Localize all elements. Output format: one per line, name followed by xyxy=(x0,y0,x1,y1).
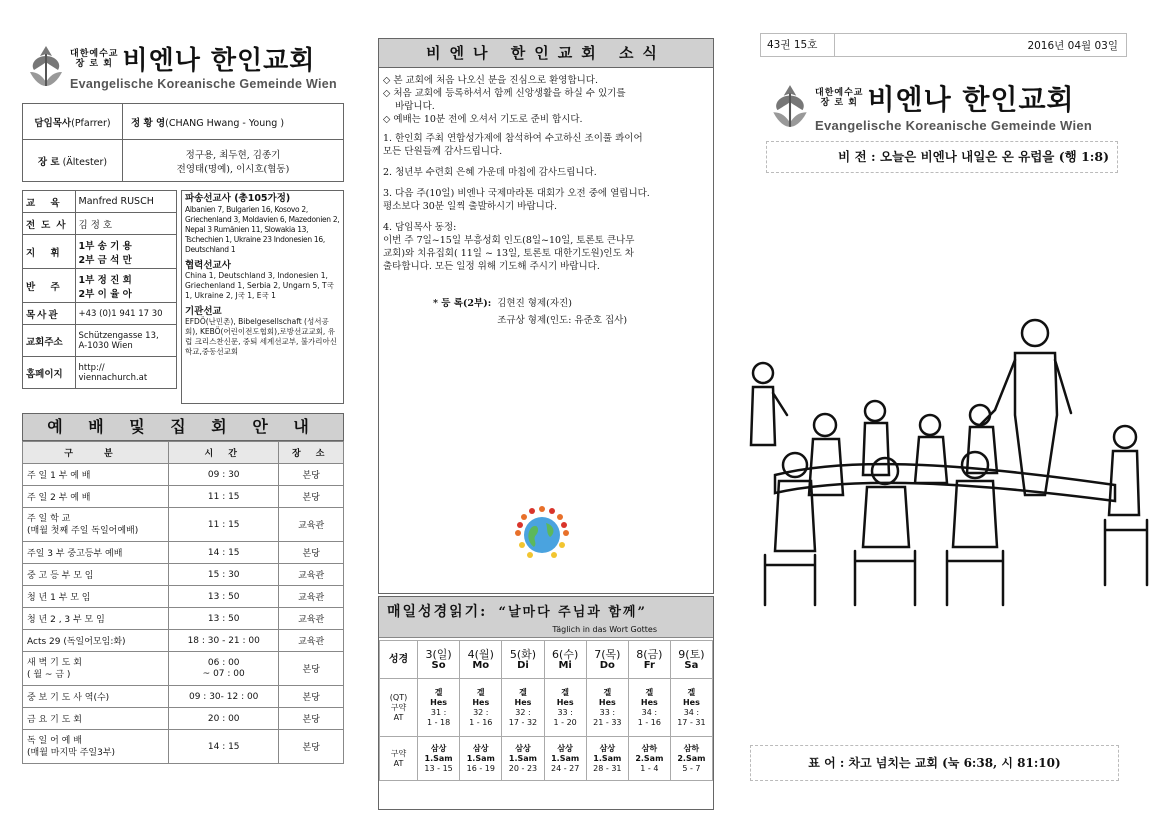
table-row: 금 요 기 도 회 20 : 00 본당 xyxy=(23,708,344,730)
bible-quote: “날마다 주님과 함께” xyxy=(498,605,647,620)
elders-label: 장 로 xyxy=(37,156,60,168)
schedule-title: 예 배 및 집 회 안 내 xyxy=(22,413,344,441)
table-row: 주 일 2 부 예 배 11 : 15 본당 xyxy=(23,486,344,508)
church-logo-icon xyxy=(765,81,815,131)
logo-title: 비엔나 한인교회 xyxy=(122,46,316,76)
issue-date: 2016년 04월 03일 xyxy=(1027,39,1118,52)
globe-people-icon xyxy=(510,501,574,565)
logo-subtitle: Evangelische Koreanische Gemeinde Wien xyxy=(815,118,1093,133)
church-logo-icon xyxy=(22,42,70,90)
volume-number: 43권 15호 xyxy=(761,34,835,56)
staff-label: 지 휘 xyxy=(23,235,76,269)
staff-label: 목사관 xyxy=(23,303,76,325)
table-row: 주 일 1 부 예 배 09 : 30 본당 xyxy=(23,464,344,486)
elders-line1: 정구용, 최두현, 김종기 xyxy=(185,149,281,161)
news-item: 3. 다음 주(10일) 비엔나 국제마라톤 대회가 오전 중에 열립니다. 평소보다 30분 일찍 출발하시기 바랍니다. xyxy=(383,188,650,212)
table-row: 새 벽 기 도 회 ( 월 ~ 금 ) 06 : 00 ~ 07 : 00 본당 xyxy=(23,652,344,686)
table-row: 청 년 2 , 3 부 모 임 13 : 50 교육관 xyxy=(23,608,344,630)
logo-title: 비엔나 한인교회 xyxy=(867,83,1075,116)
left-logo xyxy=(22,40,337,91)
pastor-table: 담임목사(Pfarrer) 정 황 영(CHANG Hwang - Young ) 장 로 (Ältester) 정구용, 최두현, 김종기 전영태(명예), 이시호(협동) xyxy=(22,103,344,182)
registration-label: * 등 록(2부): xyxy=(433,298,492,309)
logo-subtitle: Evangelische Koreanische Gemeinde Wien xyxy=(70,77,337,91)
news-item: 2. 청년부 수련회 은혜 가운데 마칩에 감사드립니다. xyxy=(383,167,597,178)
vision-text: 비 전 : 오늘은 비엔나 내일은 온 유럽을 (행 1:8) xyxy=(766,141,1118,173)
bible-subtitle: Täglich in das Wort Gottes xyxy=(552,625,657,634)
staff-label: 교 육 xyxy=(23,191,76,213)
staff-label: 전도사 xyxy=(23,213,76,235)
table-row: 중 보 기 도 사 역(수) 09 : 30- 12 : 00 본당 xyxy=(23,686,344,708)
news-item: 1. 한인회 주최 연합성가제에 참석하여 수고하신 조이풀 콰이어 모든 단원들께 감사드립니다. xyxy=(383,133,643,157)
table-row: 주 일 학 교 (매월 첫째 주일 독일어예배) 11 : 15 교육관 xyxy=(23,508,344,542)
elders-line2: 전영태(명예), 이시호(협동) xyxy=(176,163,290,175)
missionaries-box: 파송선교사 (총105가정) Albanien 7, Bulgarien 16, Kosovo 2, Griechenland 3, Moldavien 6, Mazedonien 2, Nepal 3 Rumänien 11, Slowakia 13, Tschechien 1, Ukraine 23 Indonesien 16, Deutschland 1 협력선교사 China 1, Deutschland 3, Indonesien 1, Griechenland 1, Serbia 2, Ungarn 5, T국 1, Ukraine 2, J국 1, E국 1 기관선교 EFDÖ(난민촌), Bibelgesellschaft (성서공회), KEBÖ(어린이전도협회),로방선교교회, 유럽 크리스찬신문, 중퇴 세계선교부, 불가리아신학교,중동선교회 xyxy=(181,190,344,404)
registration-1: 김현진 형제(자진) xyxy=(497,298,572,309)
pastor-name: 정 황 영 xyxy=(131,117,166,129)
staff-label: 반 주 xyxy=(23,269,76,303)
table-row: 중 고 등 부 모 임 15 : 30 교육관 xyxy=(23,564,344,586)
staff-label: 홈페이지 xyxy=(23,357,76,389)
missionaries-title: 파송선교사 (총105가정) xyxy=(185,193,291,204)
staff-table: 교 육 Manfred RUSCH 전도사 김 정 호 지 휘 1부 송 기 용 2부 금 석 만 반 주 1부 정 진 희 2부 이 율 아 목사관 +43 (0)1 941 17 30 교회주소 Schützengasse 13, A-1030 Wien 홈페이지 http:// viennachurch.at xyxy=(22,190,177,389)
news-title: 비엔나 한인교회 소식 xyxy=(379,39,713,68)
schedule-table: 구 분 시 간 장 소 주 일 1 부 예 배 09 : 30 본당 주 일 2 부 예 배 11 : 15 본당 주 일 학 교 (매월 첫째 주일 독일어예배) 11 : 15 교육관 주일 3 부 중고등부 예배 14 : 15 본당 중 고 등 부 모 임 15 : 30 교육관 청 년 1 부 모 임 13 : 50 교육관 청 년 2 , 3 부 모 임 13 : 50 교육관 Acts 29 (독일어모임:화) 18 : 30 - 21 : 00 교육관 새 벽 기 도 회 ( 월 ~ 금 ) 06 : 00 ~ 07 : 00 본당 중 보 기 도 사 역(수) 09 : 30- 12 : 00 본당 금 요 기 도 회 20 : 00 본당 독 일 어 예 배 (매월 마지막 주일3부) 14 : 15 본당 xyxy=(22,441,344,764)
logo-church-type: 대한예수교 장 로 회 xyxy=(70,48,119,69)
bible-title: 매일성경읽기: xyxy=(387,604,488,620)
staff-label: 교회주소 xyxy=(23,325,76,357)
news-box: 비엔나 한인교회 소식 ◇ 본 교회에 처음 나오신 분을 진심으로 환영합니다. ◇ 처음 교회에 등록하셔서 함께 신앙생활을 하실 수 있기를 바랍니다. ◇ 예배는 10분 전에 오셔서 기도로 준비 합시다. 1. 한인회 주최 연합성가제에 참석하여 수고하신 조이풀 콰이어 모든 단원들께 감사드립니다. 2. 청년부 수련회 은혜 가운데 마칩에 감사드립니다. 3. 다음 주(10일) 비엔나 국제마라톤 대회가 오전 중에 열립니다. 평소보다 30분 일찍 출발하시기 바랍니다. 4. 담임목사 동정: 이번 주 7일~15일 부흥성회 인도(8일~10일, 토론토 큰나무 교회)와 치유집회( 11일 ~ 13일, 토론토 대한기도원)인도 차 출타합니다. 모든 일정 위해 기도해 주시기 바랍니다. * 등 록(2부): 김현진 형제(자진) 조규상 형제(인도: 유준호 집사) xyxy=(378,38,714,594)
bible-box: 매일성경읽기: “날마다 주님과 함께” Täglich in das Wort Gottes 성경 3(일) So 4(월) Mo 5(화) Di 6(수) Mi 7(목) Do 8(금) Fr 9(토) Sa (QT) 구약 AT 겔 Hes 31 : 1 - 18 겔 Hes 32 : 1 - 16 겔 Hes 32 : 17 - 32 겔 Hes 33 : 1 - 20 겔 Hes 33 : 21 - 33 겔 Hes 34 : 1 - 16 겔 Hes 34 : 17 - 31 구약 AT 삼상 1.Sam 13 - 15 삼상 1.Sam 16 - 19 삼상 1.Sam 20 - 23 삼상 1.Sam 24 - 27 삼상 1.Sam 28 - 31 삼하 2.Sam 1 - 4 삼하 2.Sam 5 - 7 xyxy=(378,596,714,810)
homepage-link[interactable]: http:// viennachurch.at xyxy=(75,357,176,389)
registration-2: 조규상 형제(인도: 유준호 집사) xyxy=(497,315,628,326)
table-row: 독 일 어 예 배 (매월 마지막 주일3부) 14 : 15 본당 xyxy=(23,730,344,764)
org-title: 기관선교 xyxy=(185,306,222,317)
table-row: 주일 3 부 중고등부 예배 14 : 15 본당 xyxy=(23,542,344,564)
people-gathering-illustration xyxy=(735,315,1160,610)
table-row: 청 년 1 부 모 임 13 : 50 교육관 xyxy=(23,586,344,608)
news-item: 4. 담임목사 동정: 이번 주 7일~15일 부흥성회 인도(8일~10일, 토론토 큰나무 교회)와 치유집회( 11일 ~ 13일, 토론토 대한기도원)인도 차 출타합니다. 모든 일정 위해 기도해 주시기 바랍니다. xyxy=(383,222,635,272)
issue-bar xyxy=(760,33,1127,57)
motto-text: 표 어 : 차고 넘치는 교회 (눅 6:38, 시 81:10) xyxy=(750,745,1119,781)
coop-title: 협력선교사 xyxy=(185,260,231,271)
right-logo xyxy=(765,78,1092,133)
pastor-label: 담임목사 xyxy=(34,117,72,129)
table-row: Acts 29 (독일어모임:화) 18 : 30 - 21 : 00 교육관 xyxy=(23,630,344,652)
logo-church-type: 대한예수교 장 로 회 xyxy=(815,88,864,108)
